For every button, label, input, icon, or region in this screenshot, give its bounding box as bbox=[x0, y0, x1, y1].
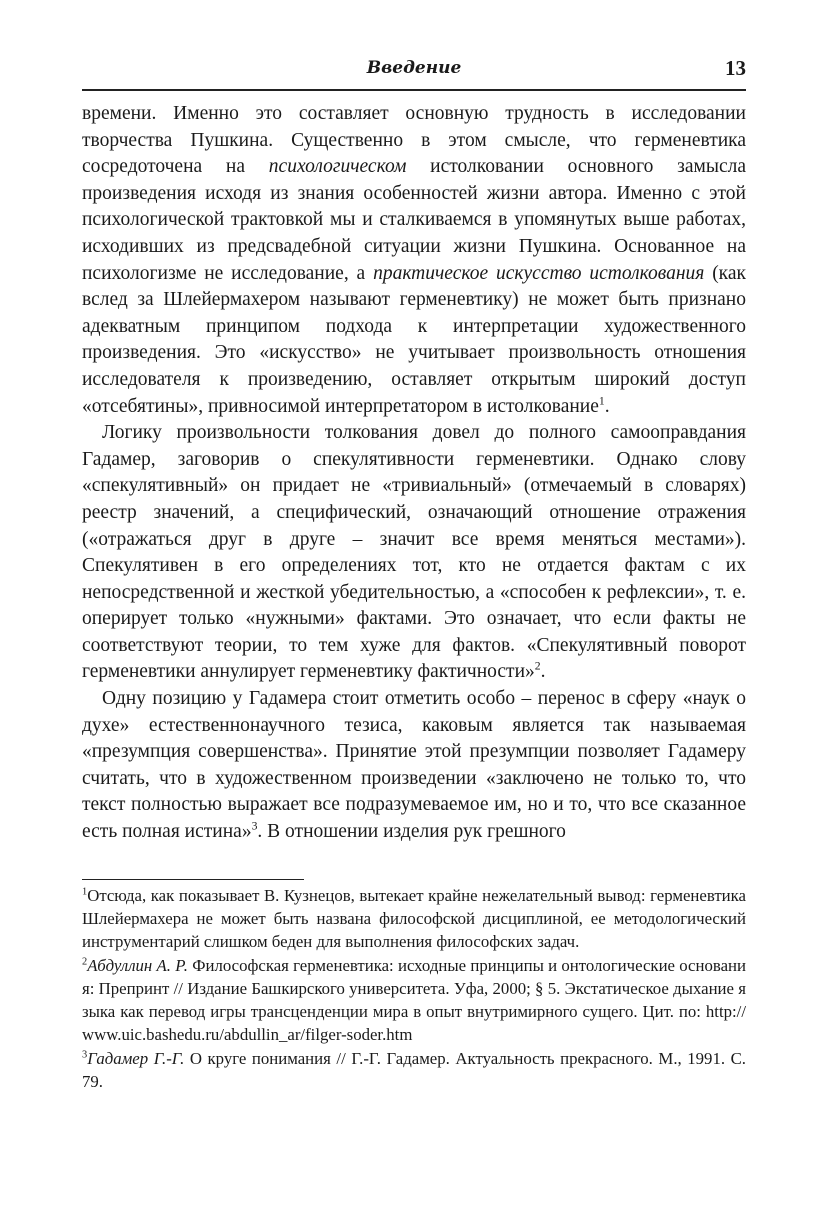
text-run: . bbox=[540, 661, 546, 683]
page-header bbox=[82, 56, 746, 84]
text-run: времени. Именно это составляет основную трудность в исследовании творчества Пушкина. Существенно в этом смысле, что герменевтика сосредоточена на bbox=[82, 103, 746, 178]
footnote-text: Философская герменевтика: исходные принципы и онтологические основания: Препринт // Издание Башкирского университета. Уфа, 2000; § 5. Экстатическое дыхание языка как перевод игры трансценденции мира в опыт внутримирного сущего. Цит. по: http://www.uic.bashedu.ru/abdullin_ar/filger-soder.htm bbox=[82, 956, 746, 1044]
footnote-text: О круге понимания // Г.-Г. Гадамер. Актуальность прекрасного. М., 1991. С. 79. bbox=[82, 1049, 746, 1091]
footnote-author: Абдуллин А. Р. bbox=[87, 956, 188, 975]
footnote-mark: 2 bbox=[82, 956, 88, 968]
page-number: 13 bbox=[725, 56, 746, 80]
text-run: . В отношении изделия рук грешного bbox=[257, 821, 566, 843]
footnote-ref[interactable]: 2 bbox=[534, 659, 541, 673]
text-run: истолковании основного замысла произведения исходя из знания особенностей жизни автора. Именно с этой психологической трактовкой мы и сталкиваемся в упомянутых выше работах, исходивших из предсвадебной ситуации жизни Пушкина. Основанное на психологизме не исследование, а bbox=[82, 156, 747, 284]
footnote-3 bbox=[82, 1047, 746, 1093]
footnote-rule bbox=[82, 879, 304, 880]
footnote-mark: 3 bbox=[82, 1049, 88, 1061]
paragraph-2 bbox=[82, 420, 746, 686]
emphasis: практическое искусство истолкования bbox=[373, 262, 705, 284]
emphasis: психологическом bbox=[268, 156, 407, 178]
footnote-ref[interactable]: 3 bbox=[251, 819, 258, 833]
paragraph-3 bbox=[82, 686, 746, 846]
header-rule bbox=[82, 89, 746, 91]
running-title: Введение bbox=[366, 58, 462, 78]
footnote-mark: 1 bbox=[82, 886, 88, 898]
footnote-2 bbox=[82, 954, 746, 1046]
paragraph-1 bbox=[82, 101, 746, 420]
text-run: Логику произвольности толкования довел до полного самооправдания Гадамер, заговорив о спекулятивности герменевтики. Однако слову «спекулятивный» он придает не «тривиальный» (отмечаемый в словарях) реестр значений, а специфический, означающий отношение отражения («отражаться друг в друге – значит все время меняться местами»). Спекулятивен в его определениях тот, кто не отдается фактам с их непосредственной и жесткой убедительностью, а «способен к рефлексии», т. е. оперирует только «нужными» фактами. Это означает, что если факты не соответствуют теории, то тем хуже для фактов. «Спекулятивный поворот герменевтики аннулирует герменевтику фактичности» bbox=[82, 422, 746, 683]
text-run: (как вслед за Шлейермахером называют герменевтику) не может быть признано адекватным принципом подхода к интерпретации художественного произведения. Это «искусство» не учитывает произвольность отношения исследователя к произведению, оставляет открытым широкий доступ «отсебятины», привносимой интерпретатором в истолкование bbox=[82, 262, 746, 417]
footnote-ref[interactable]: 1 bbox=[598, 394, 605, 408]
footnote-author: Гадамер Г.-Г. bbox=[87, 1049, 185, 1068]
main-text bbox=[82, 101, 746, 846]
footnotes bbox=[82, 884, 746, 1094]
text-run: . bbox=[604, 395, 610, 417]
footnote-text: Отсюда, как показывает В. Кузнецов, вытекает крайне нежелательный вывод: герменевтика Шлейермахера не может быть названа философской дисциплиной, ее методологический инструментарий слишком беден для выполнения философских задач. bbox=[82, 886, 746, 951]
text-run: Одну позицию у Гадамера стоит отметить особо – перенос в сферу «наук о духе» естественнонаучного тезиса, каковым является так называемая «презумпция совершенства». Принятие этой презумпции позволяет Гадамеру считать, что в художественном произведении «заключено не только то, что текст полностью выражает все подразумеваемое им, но и то, что все сказанное есть полная истина» bbox=[82, 688, 746, 843]
footnote-1 bbox=[82, 884, 746, 953]
